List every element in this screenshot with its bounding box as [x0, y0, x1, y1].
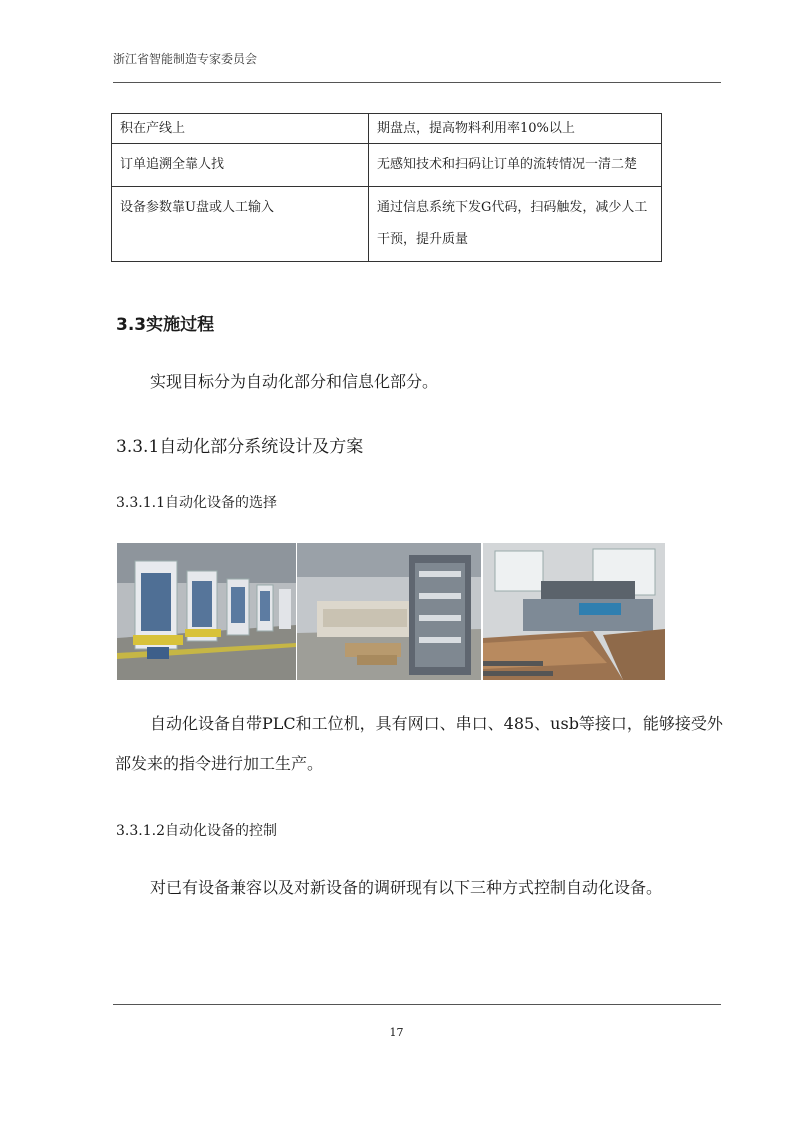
page-header: 浙江省智能制造专家委员会 [113, 52, 258, 66]
section-heading-3-3-1-2: 3.3.1.2自动化设备的控制 [116, 823, 277, 839]
equipment-photos [117, 543, 665, 680]
section-heading-3-3: 3.3实施过程 [116, 315, 215, 335]
table-row [112, 114, 662, 144]
section-3-3-intro: 实现目标分为自动化部分和信息化部分。 [150, 372, 439, 391]
photo-carton-line [297, 543, 481, 680]
table-cell: 无感知技术和扫码让订单的流转情况一清二楚 [369, 144, 662, 187]
section-heading-3-3-1: 3.3.1自动化部分系统设计及方案 [116, 437, 364, 457]
section-3-3-1-1-body: 自动化设备自带PLC和工位机，具有网口、串口、485、usb等接口，能够接受外部发来的指令进行加工生产。 [115, 714, 723, 773]
table-row [112, 144, 662, 187]
table-cell: 通过信息系统下发G代码，扫码触发，减少人工干预，提升质量 [369, 187, 662, 262]
table-cell: 积在产线上 [112, 114, 369, 144]
table-row [112, 187, 662, 262]
table-cell: 期盘点，提高物料利用率10%以上 [369, 114, 662, 144]
section-heading-3-3-1-1: 3.3.1.1自动化设备的选择 [116, 495, 277, 511]
section-3-3-1-2-body: 对已有设备兼容以及对新设备的调研现有以下三种方式控制自动化设备。 [150, 878, 663, 897]
footer-divider [113, 1004, 721, 1005]
table-cell: 订单追溯全靠人找 [112, 144, 369, 187]
comparison-table [111, 113, 662, 262]
table-cell: 设备参数靠U盘或人工输入 [112, 187, 369, 262]
page-number: 17 [389, 1026, 404, 1039]
header-divider [113, 82, 721, 83]
photo-cnc-router [483, 543, 665, 680]
photo-press-line [117, 543, 296, 680]
